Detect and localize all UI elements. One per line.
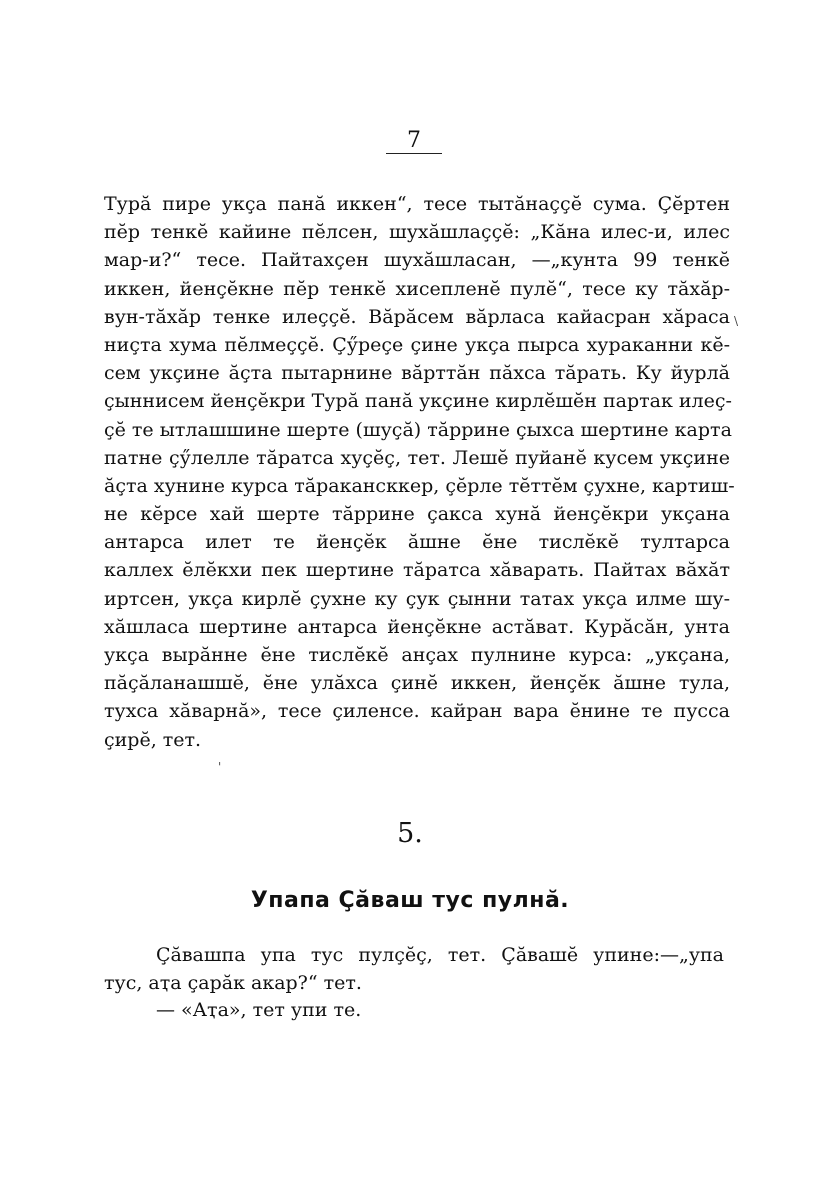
body-line: укҫа вырӑнне ӗне тислӗкӗ анҫах пулнине курса: „укҫана, bbox=[104, 644, 730, 666]
body-line: ӑҫта хунине курса тӑракансккер, ҫӗрле тӗттӗм ҫухне, картиш- bbox=[104, 474, 735, 497]
body-line: мар-и?“ тесе. Пайтахҫен шухӑшласан, —„кунта 99 тенкӗ bbox=[104, 249, 730, 272]
body-line: ҫирӗ, тет. bbox=[104, 728, 202, 751]
body-line: тухса хӑварнӑ», тесе ҫиленсе. кайран вара ӗнине те пусса bbox=[104, 700, 730, 723]
page-number-rule bbox=[386, 153, 442, 154]
story-text bbox=[104, 942, 724, 1025]
body-line: вун-тӑхӑр тенке илеҫҫӗ. Вӑрӑсем вӑрласа кайасран хӑраса bbox=[104, 305, 730, 328]
body-line: каллех ӗлӗкхи пек шертине тӑратса хӑварать. Пайтах вӑхӑт bbox=[104, 559, 730, 582]
story-title: Упапа Ҫӑваш тус пулнӑ. bbox=[250, 888, 570, 913]
body-line: ҫӗ те ытлашшине шерте (шуҫӑ) тӑррине ҫыхса шертине карта bbox=[104, 418, 732, 441]
body-line: сем укҫине ӑҫта пытарнине вӑрттӑн пӑхса тӑрать. Ку йурлӑ bbox=[104, 362, 730, 385]
section-number: 5. bbox=[397, 818, 423, 849]
body-line: пӗр тенкӗ кайине пӗлсен, шухӑшлаҫҫӗ: „Кӑна илес-и, илес bbox=[104, 221, 730, 244]
body-line: хӑшласа шертине антарса йенҫӗкне астӑват. Курӑсӑн, унта bbox=[104, 615, 730, 638]
story-line: — «Аҭа», тет упи те. bbox=[156, 999, 362, 1021]
body-line: Турӑ пире укҫа панӑ иккен“, тесе тытӑнаҫҫӗ сума. Ҫӗртен bbox=[104, 193, 730, 215]
body-line: ниҫта хума пӗлмеҫҫӗ. Ҫӳреҫе ҫине укҫа пырса хураканни кӗ- bbox=[104, 333, 730, 356]
body-line: ҫыннисем йенҫӗкри Турӑ панӑ укҫине кирлӗшӗн партак илеҫ- bbox=[104, 390, 732, 413]
body-line: пӑҫӑланашшӗ, ӗне улӑхса ҫинӗ иккен, йенҫӗк ӑшне тула, bbox=[104, 672, 730, 695]
body-line: иртсен, укҫа кирлӗ ҫухне ку ҫук ҫынни татах укҫа илме шу- bbox=[104, 587, 730, 610]
body-line: не кӗрсе хай шерте тӑррине ҫакса хунӑ йенҫӗкри укҫана bbox=[104, 503, 730, 526]
body-text bbox=[104, 190, 735, 754]
story-line: Ҫӑвашпа упа тус пулҫӗҫ, тет. Ҫӑвашӗ упине:—„упа bbox=[156, 944, 724, 966]
page-number: 7 bbox=[407, 128, 421, 153]
body-line: патне ҫӳлелле тӑратса хуҫӗҫ, тет. Лешӗ пуйанӗ кусем укҫине bbox=[104, 446, 730, 469]
print-speck: ' bbox=[218, 760, 222, 774]
print-speck: \ bbox=[734, 314, 739, 328]
body-line: антарса илет те йенҫӗк ӑшне ӗне тислӗкӗ тултарса bbox=[104, 531, 730, 554]
story-line: тус, аҭа ҫарӑк акар?“ тет. bbox=[104, 971, 362, 994]
body-line: иккен, йенҫӗкне пӗр тенкӗ хисепленӗ пулӗ“, тесе ку тӑхӑр- bbox=[104, 277, 730, 300]
